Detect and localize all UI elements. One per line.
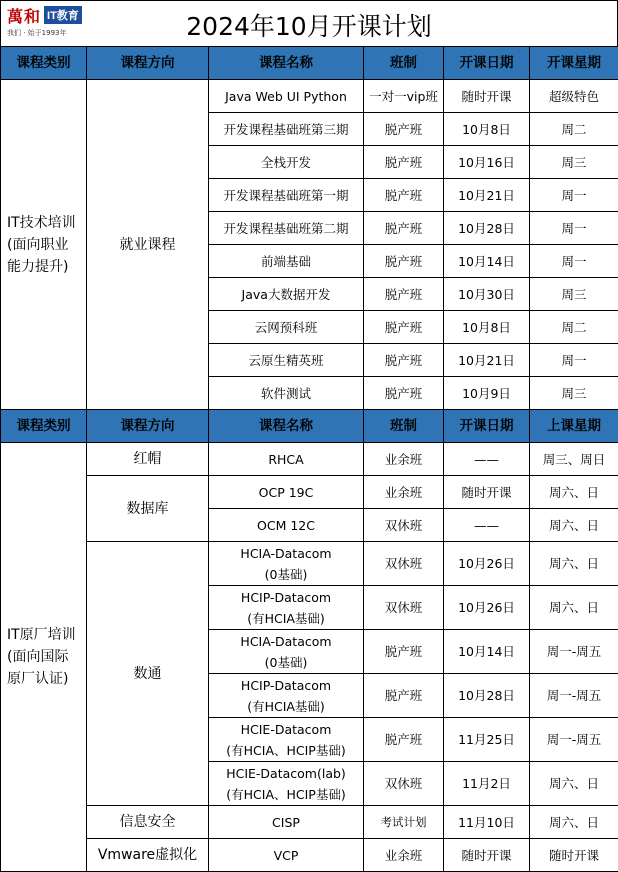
start-date: 随时开课 [444,476,530,509]
weekday: 周一-周五 [530,718,618,762]
course-name: 前端基础 [209,245,364,278]
direction-datacom: 数通 [87,542,209,806]
start-date: 11月2日 [444,762,530,806]
course-name: HCIE-Datacom (有HCIA、HCIP基础) [209,718,364,762]
section2-header-class-type: 班制 [364,410,444,443]
class-type: 脱产班 [364,674,444,718]
direction-employment: 就业课程 [87,80,209,410]
class-type: 双休班 [364,509,444,542]
weekday: 周一-周五 [530,674,618,718]
logo-badge: IT教育 [44,6,82,24]
class-type: 双休班 [364,586,444,630]
section1-header-start-date: 开课日期 [444,47,530,80]
course-name: Java Web UI Python [209,80,364,113]
course-name: 开发课程基础班第二期 [209,212,364,245]
start-date: 10月14日 [444,630,530,674]
section1-header-category: 课程类别 [1,47,87,80]
start-date: 10月21日 [444,179,530,212]
section2-header-course-name: 课程名称 [209,410,364,443]
class-type: 脱产班 [364,212,444,245]
section2-header-weekday: 上课星期 [530,410,618,443]
weekday: 周三 [530,278,618,311]
course-name: HCIA-Datacom (0基础) [209,542,364,586]
weekday: 周三 [530,146,618,179]
course-name: 开发课程基础班第三期 [209,113,364,146]
section2-header-direction: 课程方向 [87,410,209,443]
course-name: HCIP-Datacom (有HCIA基础) [209,586,364,630]
section1-header-course-name: 课程名称 [209,47,364,80]
section2-header-category: 课程类别 [1,410,87,443]
class-type: 考试计划 [364,806,444,839]
weekday: 随时开课 [530,839,618,872]
start-date: —— [444,443,530,476]
course-name: 软件测试 [209,377,364,410]
course-name: HCIE-Datacom(lab) (有HCIA、HCIP基础) [209,762,364,806]
class-type: 脱产班 [364,344,444,377]
weekday: 周六、日 [530,542,618,586]
weekday: 周六、日 [530,762,618,806]
weekday: 周二 [530,311,618,344]
course-name: HCIP-Datacom (有HCIA基础) [209,674,364,718]
course-name: OCM 12C [209,509,364,542]
class-type: 脱产班 [364,311,444,344]
table-row [1,80,618,113]
weekday: 周六、日 [530,586,618,630]
start-date: 10月16日 [444,146,530,179]
class-type: 脱产班 [364,179,444,212]
start-date: 10月28日 [444,212,530,245]
course-name: OCP 19C [209,476,364,509]
course-name: CISP [209,806,364,839]
course-name: 开发课程基础班第一期 [209,179,364,212]
start-date: 10月21日 [444,344,530,377]
start-date: 11月10日 [444,806,530,839]
start-date: 10月30日 [444,278,530,311]
course-name: Java大数据开发 [209,278,364,311]
section1-header-weekday: 开课星期 [530,47,618,80]
course-name: RHCA [209,443,364,476]
class-type: 脱产班 [364,113,444,146]
start-date: 11月25日 [444,718,530,762]
class-type: 业余班 [364,476,444,509]
weekday: 周六、日 [530,509,618,542]
section2-header-row [1,410,618,443]
weekday: 周二 [530,113,618,146]
title-row [0,0,618,46]
start-date: 10月8日 [444,113,530,146]
start-date: 10月28日 [444,674,530,718]
direction-vmware: Vmware虚拟化 [87,839,209,872]
class-type: 脱产班 [364,630,444,674]
course-name: HCIA-Datacom (0基础) [209,630,364,674]
section1-header-direction: 课程方向 [87,47,209,80]
direction-database: 数据库 [87,476,209,542]
table-row [1,839,618,872]
weekday: 周一 [530,344,618,377]
start-date: 10月8日 [444,311,530,344]
class-type: 脱产班 [364,245,444,278]
weekday: 周一 [530,212,618,245]
course-name: VCP [209,839,364,872]
start-date: 10月26日 [444,542,530,586]
weekday: 周一 [530,245,618,278]
start-date: 随时开课 [444,839,530,872]
direction-redhat: 红帽 [87,443,209,476]
table-row [1,443,618,476]
start-date: 随时开课 [444,80,530,113]
weekday: 周一-周五 [530,630,618,674]
schedule-table [0,46,618,872]
page-title: 2024年10月开课计划 [186,12,432,41]
table-row [1,806,618,839]
start-date: 10月14日 [444,245,530,278]
table-row [1,476,618,509]
start-date: 10月9日 [444,377,530,410]
start-date: 10月26日 [444,586,530,630]
weekday: 周三、周日 [530,443,618,476]
category-it-tech: IT技术培训 (面向职业 能力提升) [1,80,87,410]
class-type: 脱产班 [364,718,444,762]
course-name: 云网预科班 [209,311,364,344]
table-row [1,542,618,586]
course-name: 全栈开发 [209,146,364,179]
start-date: —— [444,509,530,542]
weekday: 周三 [530,377,618,410]
course-name: 云原生精英班 [209,344,364,377]
weekday: 超级特色 [530,80,618,113]
class-type: 双休班 [364,762,444,806]
class-type: 脱产班 [364,377,444,410]
weekday: 周六、日 [530,476,618,509]
category-vendor: IT原厂培训 (面向国际 原厂认证) [1,443,87,872]
section1-header-class-type: 班制 [364,47,444,80]
logo-tagline: 我们 · 始于1993年 [7,29,67,37]
class-type: 脱产班 [364,146,444,179]
class-type: 一对一vip班 [364,80,444,113]
class-type: 脱产班 [364,278,444,311]
logo-mark: 萬和 [7,6,42,26]
class-type: 业余班 [364,443,444,476]
weekday: 周一 [530,179,618,212]
section1-header-row [1,47,618,80]
direction-security: 信息安全 [87,806,209,839]
weekday: 周六、日 [530,806,618,839]
class-type: 业余班 [364,839,444,872]
class-type: 双休班 [364,542,444,586]
section2-header-start-date: 开课日期 [444,410,530,443]
